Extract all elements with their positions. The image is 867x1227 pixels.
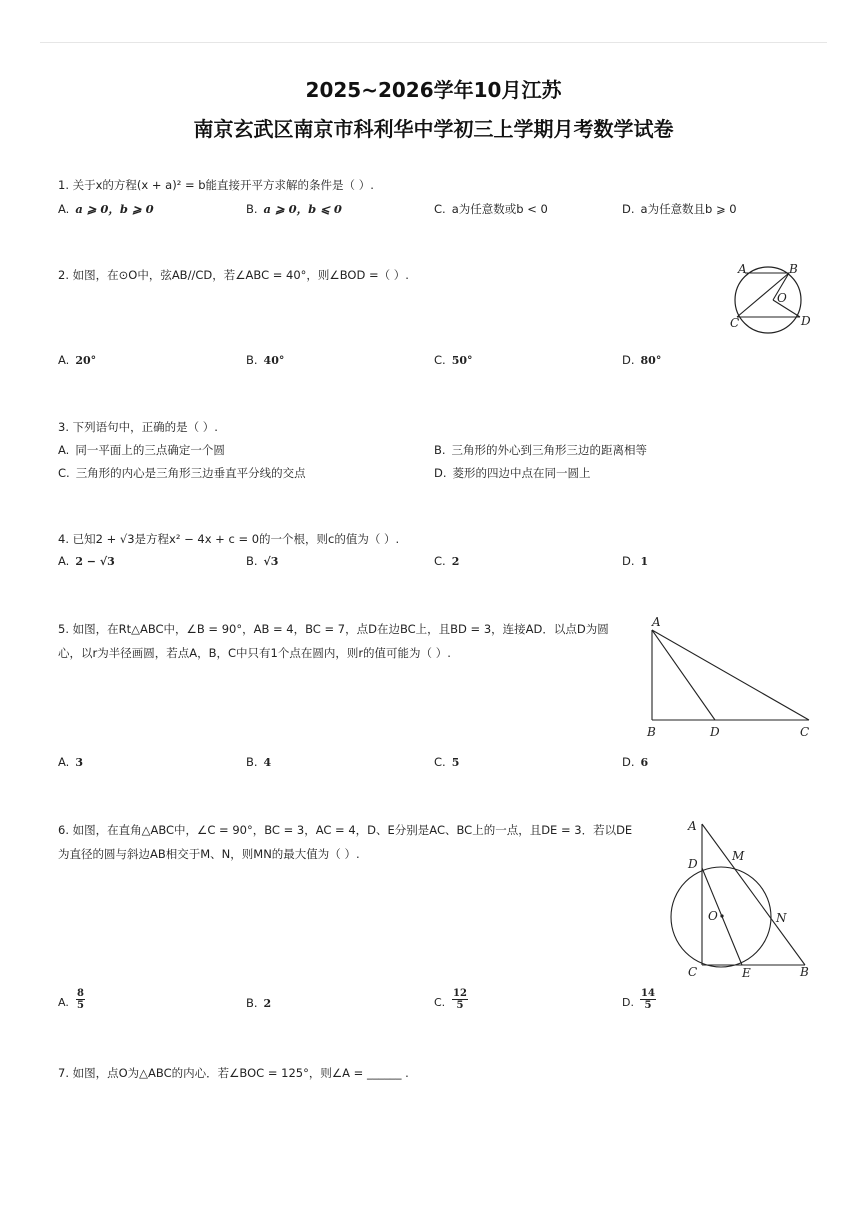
question-1-option-a[interactable] [58, 201, 154, 217]
option-label: D. [622, 554, 635, 568]
question-5-option-b[interactable] [246, 755, 271, 769]
question-2-option-d[interactable] [622, 353, 661, 367]
fraction-numerator: 14 [641, 988, 655, 999]
fraction-denominator: 5 [456, 1000, 464, 1011]
option-text: a为任意数或b < 0 [451, 202, 548, 216]
question-3-stem: 3. 下列语句中，正确的是（ ）. [58, 420, 218, 434]
option-text: 40° [263, 354, 285, 367]
option-label: D. [434, 466, 447, 480]
question-4-option-c[interactable] [434, 554, 459, 568]
top-divider [40, 42, 827, 43]
option-text: 1 [640, 555, 649, 568]
question-2-option-c[interactable] [434, 353, 473, 367]
label-c: C [730, 316, 740, 330]
label-b: B [647, 725, 656, 739]
fraction-denominator: 5 [77, 1000, 84, 1011]
question-2-option-a[interactable] [58, 353, 96, 367]
option-text: 6 [640, 756, 649, 769]
question-1-stem: 1. 关于x的方程(x + a)² = b能直接开平方求解的条件是（ ）. [58, 178, 374, 192]
question-6-figure [668, 814, 816, 982]
question-1-option-c[interactable] [434, 201, 548, 217]
label-b: B [789, 262, 798, 276]
option-label: C. [58, 466, 70, 480]
option-text: a ⩾ 0，b ⩽ 0 [263, 202, 342, 216]
option-text: 3 [75, 756, 83, 769]
label-d: D [801, 314, 811, 328]
question-4-stem: 4. 已知2 + √3是方程x² − 4x + c = 0的一个根，则c的值为（ ）. [58, 532, 400, 546]
option-text: 2 [451, 555, 460, 568]
option-text: 4 [263, 756, 272, 769]
option-text: 80° [640, 354, 662, 367]
label-a: A [652, 615, 661, 629]
fraction-numerator: 8 [77, 988, 84, 999]
option-text: 2 [263, 997, 272, 1010]
option-text: 三角形的外心到三角形三边的距离相等 [451, 443, 648, 457]
question-5-stem-line-2: 心，以r为半径画圆，若点A，B，C中只有1个点在圆内，则r的值可能为（ ）. [58, 646, 451, 660]
label-o: O [777, 291, 787, 305]
page-title: 2025~2026学年10月江苏 [305, 78, 562, 102]
option-label: C. [434, 353, 446, 367]
option-label: A. [58, 443, 70, 457]
question-2-figure [728, 262, 813, 334]
question-4-option-d[interactable] [622, 554, 648, 568]
question-3-option-a[interactable] [58, 442, 225, 458]
fraction-numerator: 12 [453, 988, 467, 999]
option-label: C. [434, 755, 446, 769]
option-label: A. [58, 554, 70, 568]
label-c: C [800, 725, 810, 739]
question-5-option-a[interactable] [58, 755, 83, 769]
question-6-stem-line-1: 6. 如图，在直角△ABC中，∠C = 90°，BC = 3，AC = 4，D、E分别是AC、BC上的一点，且DE = 3．若以DE [58, 823, 633, 837]
option-text: 20° [75, 354, 97, 367]
option-text: 三角形的内心是三角形三边垂直平分线的交点 [75, 466, 306, 480]
question-5-option-c[interactable] [434, 755, 459, 769]
option-label: B. [246, 996, 258, 1010]
question-5-stem-line-1: 5. 如图，在Rt△ABC中，∠B = 90°，AB = 4，BC = 7，点D在边BC上，且BD = 3，连接AD．以点D为圆 [58, 622, 609, 636]
question-4-option-b[interactable] [246, 554, 278, 568]
option-label: B. [246, 554, 258, 568]
label-m: M [732, 849, 745, 863]
question-5-figure [642, 612, 814, 742]
option-text: 5 [451, 756, 460, 769]
option-label: D. [622, 202, 635, 216]
option-label: A. [58, 353, 70, 367]
option-text: √3 [263, 555, 279, 568]
option-label: A. [58, 202, 70, 216]
question-6-stem-line-2: 为直径的圆与斜边AB相交于M、N，则MN的最大值为（ ）. [58, 847, 360, 861]
option-label: A. [58, 996, 69, 1009]
option-label: B. [246, 202, 258, 216]
question-4-option-a[interactable] [58, 554, 115, 568]
option-label: D. [622, 353, 635, 367]
question-5-option-d[interactable] [622, 755, 648, 769]
label-a: A [738, 262, 747, 276]
question-6-option-b[interactable] [246, 996, 271, 1010]
fraction [76, 988, 85, 1011]
option-label: D. [622, 996, 634, 1009]
option-label: C. [434, 996, 446, 1009]
option-text: a ⩾ 0，b ⩾ 0 [75, 202, 154, 216]
option-label: D. [622, 755, 635, 769]
question-1-option-b[interactable] [246, 201, 342, 217]
question-7-stem: 7. 如图，点O为△ABC的内心．若∠BOC = 125°，则∠A = ______ . [58, 1066, 409, 1080]
option-label: A. [58, 755, 70, 769]
fraction-denominator: 5 [644, 1000, 652, 1011]
question-1-option-d[interactable] [622, 201, 737, 217]
fraction [640, 988, 656, 1011]
question-3-option-b[interactable] [434, 442, 647, 458]
option-text: 50° [451, 354, 473, 367]
label-e: E [742, 966, 751, 980]
label-d: D [710, 725, 720, 739]
question-3-option-d[interactable] [434, 465, 591, 481]
fraction [452, 988, 468, 1011]
option-label: C. [434, 554, 446, 568]
question-2-option-b[interactable] [246, 353, 284, 367]
question-2-stem: 2. 如图，在⊙O中，弦AB//CD，若∠ABC = 40°，则∠BOD =（ ）. [58, 268, 409, 282]
question-3-option-c[interactable] [58, 465, 306, 481]
option-label: B. [434, 443, 446, 457]
option-text: a为任意数且b ⩾ 0 [640, 202, 737, 216]
option-text: 同一平面上的三点确定一个圆 [75, 443, 225, 457]
option-text: 2 − √3 [75, 555, 115, 568]
page-subtitle: 南京玄武区南京市科利华中学初三上学期月考数学试卷 [193, 117, 674, 141]
label-b: B [800, 965, 809, 979]
option-label: B. [246, 353, 258, 367]
label-c: C [688, 965, 698, 979]
label-d: D [688, 857, 698, 871]
option-label: C. [434, 202, 446, 216]
label-o: O [708, 909, 718, 923]
option-text: 菱形的四边中点在同一圆上 [452, 466, 591, 480]
label-a: A [688, 819, 697, 833]
option-label: B. [246, 755, 258, 769]
label-n: N [776, 911, 787, 925]
